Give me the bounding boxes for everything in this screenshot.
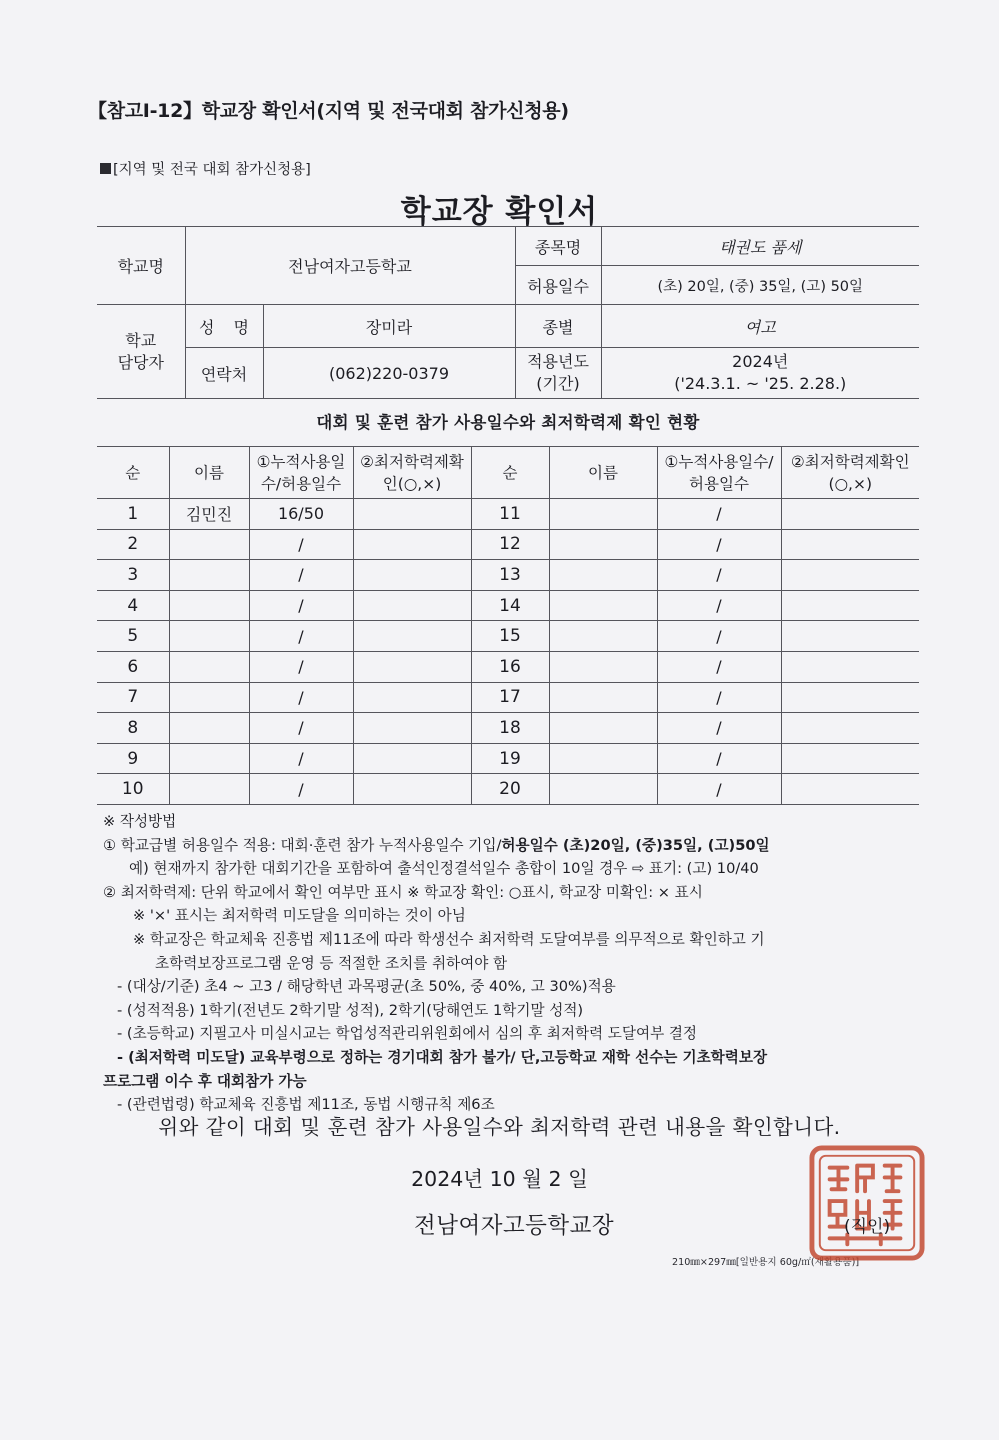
year-cell: [601, 348, 919, 399]
cell-name-right: [549, 682, 657, 713]
note-2: ② 최저학력제: 단위 학교에서 확인 여부만 표시 ※ 학교장 확인: ○표시, 학교장 미확인: × 표시: [103, 883, 703, 901]
cell-days-right: /: [657, 529, 781, 560]
period-value: ('24.3.1. ~ '25. 2.28.): [674, 374, 847, 393]
note-1-example: 예) 현재까지 참가한 대회기간을 포함하여 출석인정결석일수 총합이 10일 경우 ⇨ 표기: (고) 10/40: [129, 860, 759, 878]
table-header-row: [97, 447, 919, 499]
note-2-b2: 초학력보장프로그램 운영 등 적절한 조치를 취하여야 함: [155, 954, 508, 972]
detail-4-cont: 프로그램 이수 후 대회참가 가능: [103, 1072, 307, 1090]
participation-status-table: [97, 446, 919, 805]
cell-days: /: [249, 560, 353, 591]
cell-name-right: [549, 713, 657, 744]
cell-name: [169, 682, 249, 713]
cell-check: [353, 621, 471, 652]
instructions-section: [103, 810, 933, 1117]
cell-name-right: [549, 774, 657, 805]
cell-name: [169, 590, 249, 621]
cell-no: 3: [97, 560, 169, 591]
header-name: 이름: [169, 447, 249, 499]
table-row: [97, 560, 919, 591]
cell-days-right: /: [657, 713, 781, 744]
allowed-days-value: (초) 20일, (중) 35일, (고) 50일: [601, 266, 919, 305]
note-2-a: ※ '×' 표시는 최저학력 미도달을 의미하는 것이 아님: [133, 907, 466, 925]
cell-no-right: 14: [471, 590, 549, 621]
year-value: 2024년: [732, 352, 789, 371]
paper-spec-note: 210㎜×297㎜[일반용지 60g/㎡(재활용품)]: [672, 1257, 860, 1268]
cell-days: /: [249, 590, 353, 621]
cell-no: 5: [97, 621, 169, 652]
cell-name-right: [549, 560, 657, 591]
cell-days: /: [249, 743, 353, 774]
school-info-table: [97, 226, 919, 399]
cell-no: 2: [97, 529, 169, 560]
cell-name-right: [549, 499, 657, 530]
cell-no: 9: [97, 743, 169, 774]
cell-name-right: [549, 621, 657, 652]
note-1-bold: 허용일수 (초)20일, (중)35일, (고)50일: [501, 836, 770, 854]
event-label: 종목명: [515, 227, 601, 266]
cell-check: [353, 651, 471, 682]
table-row: [97, 529, 919, 560]
status-section-title: 대회 및 훈련 참가 사용일수와 최저학력제 확인 현황: [316, 413, 700, 432]
cell-no: 8: [97, 713, 169, 744]
table-row: [97, 774, 919, 805]
cell-days: /: [249, 621, 353, 652]
detail-3: - (초등학교) 지필고사 미실시교는 학업성적관리위원회에서 심의 후 최저학력 도달여부 결정: [117, 1025, 698, 1043]
reference-title: 【참고Ⅰ-12】학교장 확인서(지역 및 전국대회 참가신청용): [88, 100, 569, 122]
cell-name: 김민진: [169, 499, 249, 530]
cell-days-right: /: [657, 682, 781, 713]
event-value: 태권도 품세: [601, 227, 919, 266]
cell-days: /: [249, 713, 353, 744]
cell-check-right: [781, 651, 919, 682]
cell-no: 1: [97, 499, 169, 530]
cell-no-right: 20: [471, 774, 549, 805]
cell-check: [353, 590, 471, 621]
cell-no-right: 11: [471, 499, 549, 530]
cell-days-right: /: [657, 499, 781, 530]
cell-check-right: [781, 499, 919, 530]
manager-label: 학교 담당자: [97, 305, 185, 399]
cell-name-right: [549, 651, 657, 682]
confirmation-statement: 위와 같이 대회 및 훈련 참가 사용일수와 최저학력 관련 내용을 확인합니다.: [158, 1115, 841, 1139]
page-title: 학교장 확인서: [400, 194, 599, 230]
cell-check-right: [781, 529, 919, 560]
cell-days-right: /: [657, 743, 781, 774]
table-row: [97, 651, 919, 682]
signature-date: 2024년 10 월 2 일: [411, 1167, 588, 1191]
cell-check-right: [781, 774, 919, 805]
detail-1: - (대상/기준) 초4 ~ 고3 / 해당학년 과목평균(초 50%, 중 40%, 고 30%)적용: [117, 978, 616, 996]
cell-name: [169, 651, 249, 682]
cell-days-right: /: [657, 621, 781, 652]
header-name-right: 이름: [549, 447, 657, 499]
cell-no-right: 15: [471, 621, 549, 652]
cell-name: [169, 713, 249, 744]
cell-check-right: [781, 682, 919, 713]
cell-check-right: [781, 713, 919, 744]
header-no: 순: [97, 447, 169, 499]
name-label: 성 명: [185, 305, 263, 348]
cell-no: 6: [97, 651, 169, 682]
cell-days-right: /: [657, 774, 781, 805]
table-row: [97, 499, 919, 530]
cell-days-right: /: [657, 651, 781, 682]
square-bullet-icon: [100, 163, 111, 174]
school-name-value: 전남여자고등학교: [185, 227, 515, 305]
name-value: 장미라: [263, 305, 515, 348]
cell-check: [353, 774, 471, 805]
allowed-days-label: 허용일수: [515, 266, 601, 305]
cell-days: /: [249, 774, 353, 805]
school-name-label: 학교명: [97, 227, 185, 305]
header-no-right: 순: [471, 447, 549, 499]
table-row: [97, 682, 919, 713]
instructions-heading: ※ 작성방법: [103, 813, 177, 830]
form-subtype-label: [100, 158, 311, 179]
cell-name: [169, 743, 249, 774]
header-days: ①누적사용일수/허용일수: [249, 447, 353, 499]
cell-check-right: [781, 560, 919, 591]
contact-value: (062)220-0379: [263, 348, 515, 399]
cell-name: [169, 621, 249, 652]
cell-no-right: 12: [471, 529, 549, 560]
cell-check: [353, 560, 471, 591]
cell-no-right: 18: [471, 713, 549, 744]
cell-name-right: [549, 590, 657, 621]
header-check: ②최저학력제확인(○,×): [353, 447, 471, 499]
cell-check: [353, 682, 471, 713]
principal-title: 전남여자고등학교장: [414, 1213, 615, 1239]
cell-days: 16/50: [249, 499, 353, 530]
note-1: [103, 834, 933, 858]
cell-no-right: 13: [471, 560, 549, 591]
cell-no: 7: [97, 682, 169, 713]
detail-4: - (최저학력 미도달) 교육부령으로 정하는 경기대회 참가 불가/ 단,고등학교 재학 선수는 기초학력보장: [117, 1048, 768, 1066]
cell-name: [169, 529, 249, 560]
detail-2: - (성적적용) 1학기(전년도 2학기말 성적), 2학기(당해연도 1학기말 성적): [117, 1001, 584, 1019]
note-1-text: ① 학교급별 허용일수 적용: 대회·훈련 참가 누적사용일수 기입/: [103, 836, 502, 854]
year-label: 적용년도 (기간): [515, 348, 601, 399]
cell-check: [353, 713, 471, 744]
table-body: [97, 499, 919, 805]
cell-name-right: [549, 743, 657, 774]
header-check-right: ②최저학력제확인(○,×): [781, 447, 919, 499]
detail-5: - (관련법령) 학교체육 진흥법 제11조, 동법 시행규칙 제6조: [117, 1096, 495, 1114]
cell-name: [169, 560, 249, 591]
table-row: [97, 621, 919, 652]
table-row: [97, 743, 919, 774]
type-label: 종별: [515, 305, 601, 348]
form-subtype-text: [지역 및 전국 대회 참가신청용]: [113, 162, 311, 178]
cell-days: /: [249, 682, 353, 713]
cell-name: [169, 774, 249, 805]
table-row: [97, 590, 919, 621]
cell-no: 10: [97, 774, 169, 805]
cell-no: 4: [97, 590, 169, 621]
cell-check: [353, 499, 471, 530]
cell-check-right: [781, 621, 919, 652]
header-days-right: ①누적사용일수/허용일수: [657, 447, 781, 499]
cell-check: [353, 743, 471, 774]
cell-no-right: 19: [471, 743, 549, 774]
cell-days: /: [249, 529, 353, 560]
cell-days: /: [249, 651, 353, 682]
cell-check: [353, 529, 471, 560]
cell-name-right: [549, 529, 657, 560]
cell-no-right: 17: [471, 682, 549, 713]
cell-days-right: /: [657, 560, 781, 591]
contact-label: 연락처: [185, 348, 263, 399]
cell-no-right: 16: [471, 651, 549, 682]
table-row: [97, 713, 919, 744]
cell-check-right: [781, 743, 919, 774]
note-2-b1: ※ 학교장은 학교체육 진흥법 제11조에 따라 학생선수 최저학력 도달여부를 의무적으로 확인하고 기: [133, 930, 765, 948]
cell-check-right: [781, 590, 919, 621]
official-seal-icon: [808, 1144, 926, 1262]
seal-label: (직인): [844, 1217, 891, 1237]
cell-days-right: /: [657, 590, 781, 621]
type-value: 여고: [601, 305, 919, 348]
